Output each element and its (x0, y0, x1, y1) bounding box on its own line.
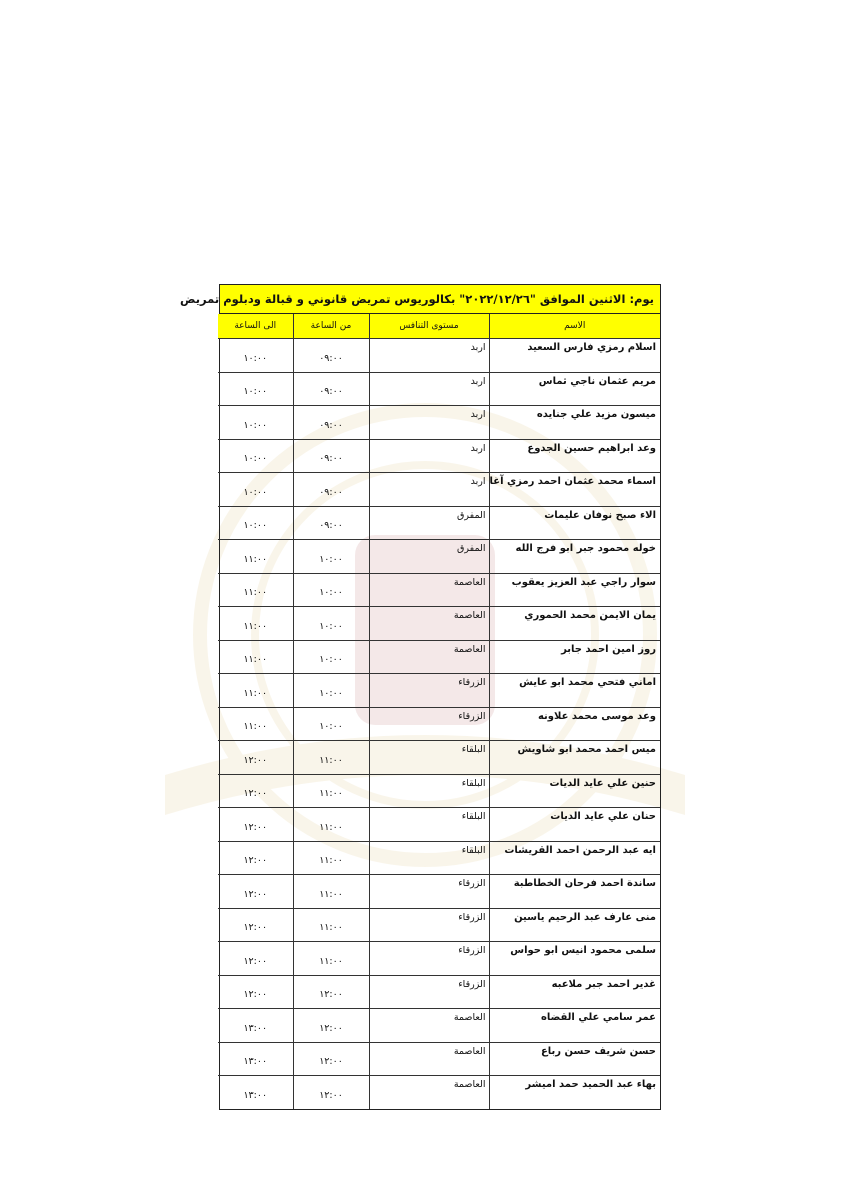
cell-name: مريم عثمان ناجي ثماس (489, 372, 660, 406)
cell-from: ١١:٠٠ (293, 908, 369, 942)
table-body (218, 339, 660, 1109)
cell-name: سلمى محمود انيس ابو حواس (489, 942, 660, 976)
cell-to: ١٢:٠٠ (218, 774, 293, 808)
cell-level: اربد (369, 473, 489, 507)
cell-from: ٠٩:٠٠ (293, 406, 369, 440)
cell-level: الزرقاء (369, 875, 489, 909)
cell-name: حنان علي عايد الديات (489, 808, 660, 842)
cell-level: المفرق (369, 506, 489, 540)
cell-level: البلقاء (369, 774, 489, 808)
table-row (218, 841, 660, 875)
table-row (218, 741, 660, 775)
table-row (218, 674, 660, 708)
cell-to: ١١:٠٠ (218, 607, 293, 641)
table-row (218, 808, 660, 842)
header-to: الى الساعة (218, 314, 293, 339)
cell-from: ٠٩:٠٠ (293, 439, 369, 473)
cell-to: ١١:٠٠ (218, 707, 293, 741)
cell-to: ١١:٠٠ (218, 540, 293, 574)
table-row (218, 875, 660, 909)
cell-to: ١٢:٠٠ (218, 741, 293, 775)
cell-name: ساندة احمد فرحان الخطاطبة (489, 875, 660, 909)
cell-level: اربد (369, 372, 489, 406)
table-row (218, 1076, 660, 1109)
cell-to: ١٣:٠٠ (218, 1076, 293, 1109)
cell-to: ١٢:٠٠ (218, 875, 293, 909)
cell-from: ١٠:٠٠ (293, 607, 369, 641)
schedule-table (218, 314, 660, 1109)
header-name: الاسم (489, 314, 660, 339)
cell-level: العاصمة (369, 1009, 489, 1043)
cell-name: بهاء عبد الحميد حمد اميشر (489, 1076, 660, 1109)
cell-to: ١٣:٠٠ (218, 1042, 293, 1076)
cell-to: ١٣:٠٠ (218, 1009, 293, 1043)
table-row (218, 439, 660, 473)
header-row (218, 314, 660, 339)
cell-from: ١٢:٠٠ (293, 1076, 369, 1109)
cell-level: الزرقاء (369, 942, 489, 976)
cell-from: ٠٩:٠٠ (293, 372, 369, 406)
cell-name: يمان الايمن محمد الحموري (489, 607, 660, 641)
cell-to: ١٠:٠٠ (218, 506, 293, 540)
table-row (218, 707, 660, 741)
header-from: من الساعة (293, 314, 369, 339)
table-row (218, 473, 660, 507)
cell-name: ميس احمد محمد ابو شاويش (489, 741, 660, 775)
cell-to: ١٠:٠٠ (218, 473, 293, 507)
cell-level: اربد (369, 439, 489, 473)
cell-from: ١١:٠٠ (293, 942, 369, 976)
cell-from: ١٢:٠٠ (293, 975, 369, 1009)
cell-from: ١٢:٠٠ (293, 1042, 369, 1076)
cell-level: اربد (369, 406, 489, 440)
cell-level: الزرقاء (369, 908, 489, 942)
cell-level: العاصمة (369, 1076, 489, 1109)
cell-from: ١١:٠٠ (293, 841, 369, 875)
cell-name: ايه عبد الرحمن احمد القريشات (489, 841, 660, 875)
table-row (218, 1009, 660, 1043)
cell-name: اسلام رمزي فارس السعيد (489, 339, 660, 373)
cell-name: حسن شريف حسن رباع (489, 1042, 660, 1076)
cell-level: البلقاء (369, 841, 489, 875)
cell-name: منى عارف عبد الرحيم ياسين (489, 908, 660, 942)
cell-from: ١٠:٠٠ (293, 707, 369, 741)
cell-from: ١١:٠٠ (293, 875, 369, 909)
cell-from: ١٠:٠٠ (293, 540, 369, 574)
table-row (218, 607, 660, 641)
cell-to: ١١:٠٠ (218, 573, 293, 607)
cell-from: ١٠:٠٠ (293, 674, 369, 708)
cell-name: اسماء محمد عثمان احمد رمزي آغا (489, 473, 660, 507)
cell-level: الزرقاء (369, 975, 489, 1009)
cell-name: عمر سامي علي القضاه (489, 1009, 660, 1043)
table-row (218, 942, 660, 976)
cell-name: سوار راجي عبد العزيز يعقوب (489, 573, 660, 607)
cell-from: ١١:٠٠ (293, 741, 369, 775)
cell-level: العاصمة (369, 573, 489, 607)
cell-from: ١٢:٠٠ (293, 1009, 369, 1043)
table-row (218, 406, 660, 440)
cell-to: ١٢:٠٠ (218, 908, 293, 942)
cell-name: الاء صبح نوفان عليمات (489, 506, 660, 540)
cell-level: العاصمة (369, 607, 489, 641)
cell-from: ٠٩:٠٠ (293, 473, 369, 507)
cell-from: ١١:٠٠ (293, 774, 369, 808)
cell-level: اربد (369, 339, 489, 373)
cell-name: اماني فتحي محمد ابو عايش (489, 674, 660, 708)
table-row (218, 774, 660, 808)
cell-from: ٠٩:٠٠ (293, 506, 369, 540)
cell-to: ١٢:٠٠ (218, 808, 293, 842)
table-row (218, 908, 660, 942)
cell-from: ١١:٠٠ (293, 808, 369, 842)
cell-to: ١٠:٠٠ (218, 439, 293, 473)
cell-name: ميسون مزيد علي جنايده (489, 406, 660, 440)
cell-name: خوله محمود جبر ابو فرج الله (489, 540, 660, 574)
cell-to: ١٢:٠٠ (218, 975, 293, 1009)
table-row (218, 640, 660, 674)
cell-to: ١٠:٠٠ (218, 406, 293, 440)
cell-from: ١٠:٠٠ (293, 573, 369, 607)
cell-level: الزرقاء (369, 707, 489, 741)
cell-level: البلقاء (369, 741, 489, 775)
cell-to: ١٠:٠٠ (218, 372, 293, 406)
cell-name: وعد موسى محمد علاونه (489, 707, 660, 741)
table-row (218, 506, 660, 540)
table-row (218, 573, 660, 607)
cell-name: وعد ابراهيم حسين الجدوع (489, 439, 660, 473)
cell-to: ١٢:٠٠ (218, 841, 293, 875)
table-row (218, 339, 660, 373)
table-row (218, 975, 660, 1009)
cell-to: ١٢:٠٠ (218, 942, 293, 976)
cell-level: الزرقاء (369, 674, 489, 708)
cell-name: غدير احمد جبر ملاعبه (489, 975, 660, 1009)
header-level: مستوى التنافس (369, 314, 489, 339)
table-row (218, 1042, 660, 1076)
cell-level: العاصمة (369, 1042, 489, 1076)
cell-name: روز امين احمد جابر (489, 640, 660, 674)
cell-level: المفرق (369, 540, 489, 574)
cell-to: ١١:٠٠ (218, 674, 293, 708)
cell-name: حنين علي عايد الديات (489, 774, 660, 808)
table-row (218, 372, 660, 406)
table-row (218, 540, 660, 574)
cell-level: البلقاء (369, 808, 489, 842)
schedule-sheet (180, 284, 661, 1110)
cell-to: ١١:٠٠ (218, 640, 293, 674)
cell-level: العاصمة (369, 640, 489, 674)
cell-from: ٠٩:٠٠ (293, 339, 369, 373)
sheet-title: يوم: الاثنين الموافق "٢٠٢٢/١٢/٢٦" بكالوريوس تمريض قانوني و قبالة ودبلوم تمريض (220, 285, 660, 314)
cell-from: ١٠:٠٠ (293, 640, 369, 674)
cell-to: ١٠:٠٠ (218, 339, 293, 373)
